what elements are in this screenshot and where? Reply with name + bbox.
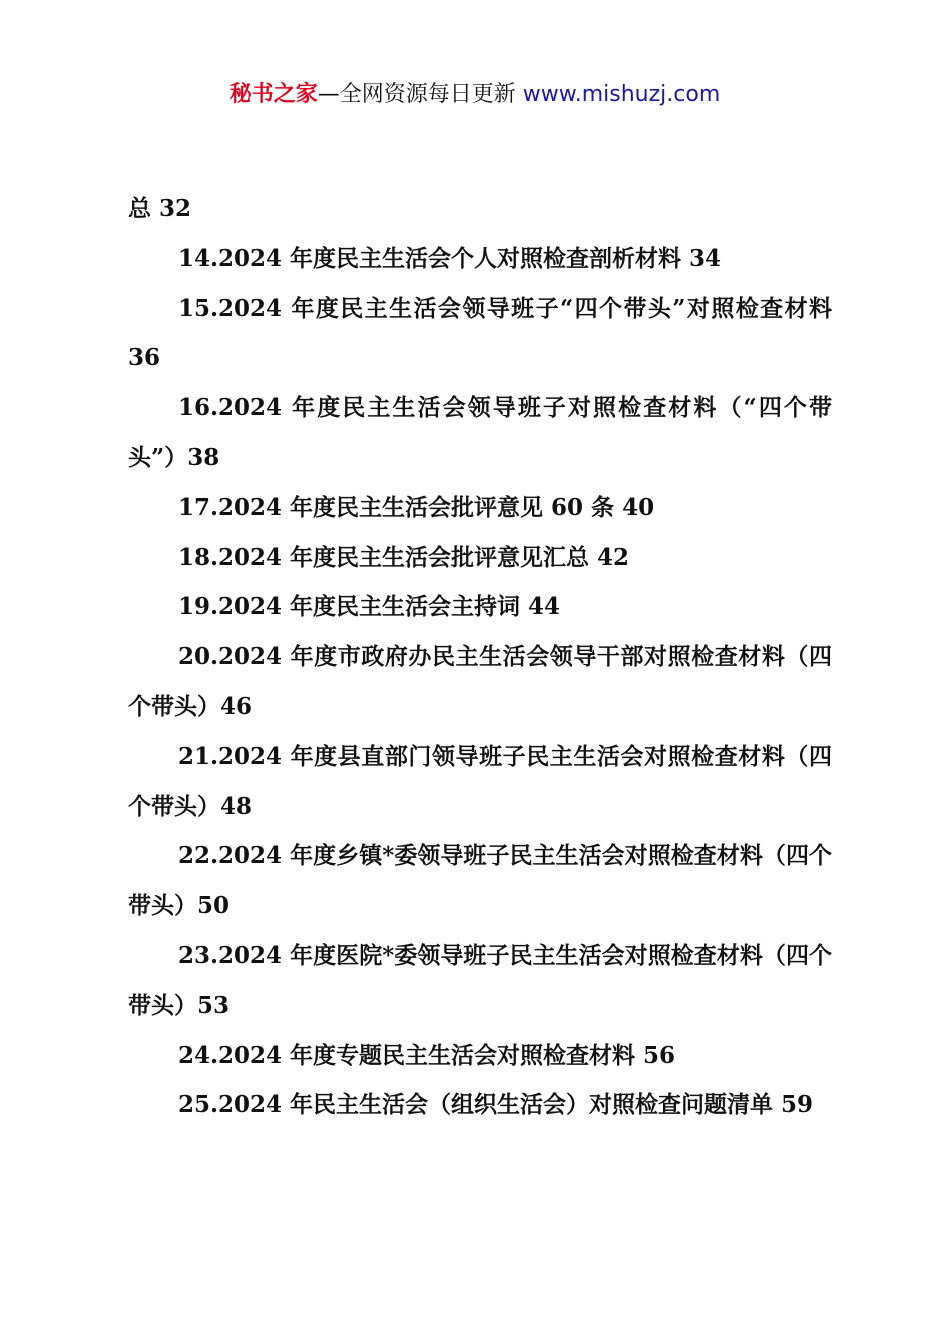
header-tagline: —全网资源每日更新 <box>317 82 516 107</box>
table-of-contents <box>128 184 832 1130</box>
toc-entry[interactable]: 总 32 <box>128 195 192 222</box>
toc-entry[interactable]: 24.2024 年度专题民主生活会对照检查材料 56 <box>178 1041 676 1069</box>
toc-entry[interactable]: 15.2024 年度民主生活会领导班子“四个带头”对照检查材料 36 <box>128 294 832 372</box>
brand-name: 秘书之家 <box>229 82 318 107</box>
toc-entry[interactable]: 22.2024 年度乡镇*委领导班子民主生活会对照检查材料（四个带头）50 <box>128 842 832 920</box>
site-url-link[interactable]: www.mishuzj.com <box>522 82 721 107</box>
toc-entry[interactable]: 16.2024 年度民主生活会领导班子对照检查材料（“四个带头”）38 <box>128 394 832 471</box>
toc-entry[interactable]: 20.2024 年度市政府办民主生活会领导干部对照检查材料（四个带头）46 <box>128 643 832 720</box>
toc-entry[interactable]: 17.2024 年度民主生活会批评意见 60 条 40 <box>178 493 655 521</box>
toc-entry[interactable]: 14.2024 年度民主生活会个人对照检查剖析材料 34 <box>178 244 722 272</box>
toc-entry[interactable]: 21.2024 年度县直部门领导班子民主生活会对照检查材料（四个带头）48 <box>128 742 832 820</box>
toc-entry[interactable]: 23.2024 年度医院*委领导班子民主生活会对照检查材料（四个带头）53 <box>128 941 832 1019</box>
page-header <box>0 78 950 112</box>
toc-entry[interactable]: 25.2024 年民主生活会（组织生活会）对照检查问题清单 59 <box>178 1091 814 1119</box>
toc-entry[interactable]: 19.2024 年度民主生活会主持词 44 <box>178 593 561 621</box>
toc-entry[interactable]: 18.2024 年度民主生活会批评意见汇总 42 <box>178 543 630 571</box>
